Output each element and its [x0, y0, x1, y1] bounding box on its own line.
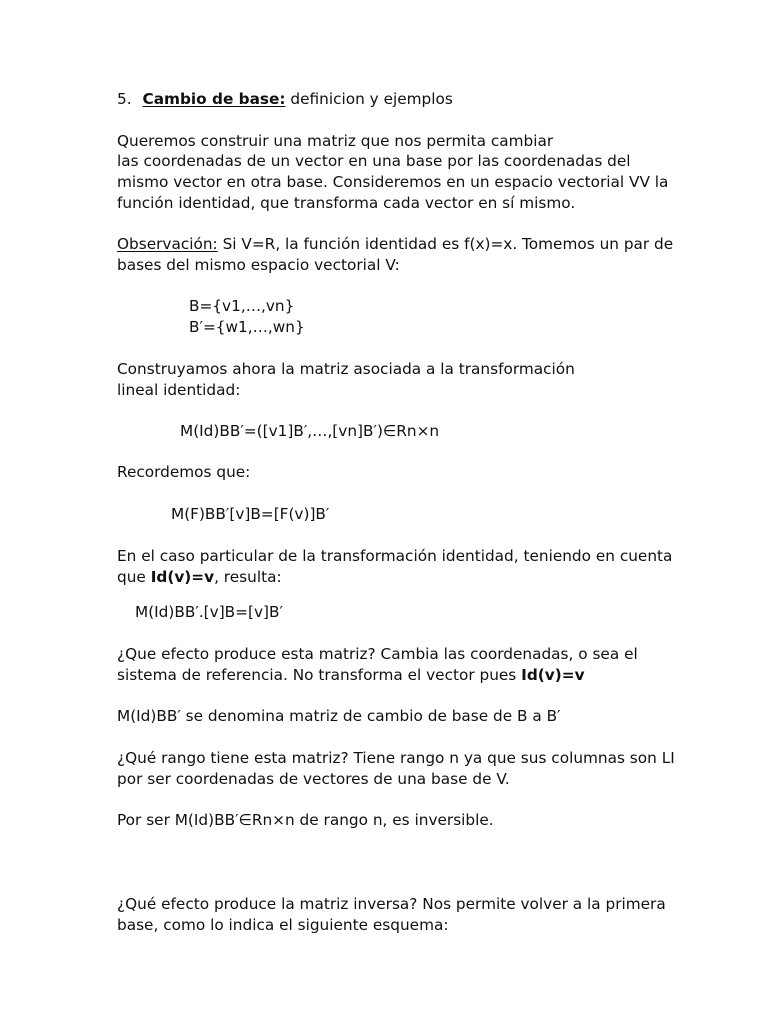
rank-line-2: por ser coordenadas de vectores de una base de V.	[117, 770, 510, 788]
construction-line-2: lineal identidad:	[117, 381, 241, 399]
effect-line-2	[117, 665, 585, 686]
formula-recall: M(F)BB′[v]B=[F(v)]B′	[171, 505, 330, 523]
section-number: 5.	[117, 90, 132, 108]
observation-text: Si V=R, la función identidad es f(x)=x. Tomemos un par de	[217, 235, 674, 253]
observation-line-2: bases del mismo espacio vectorial V:	[117, 256, 400, 274]
intro-line-1: Queremos construir una matriz que nos permita cambiar	[117, 132, 554, 150]
inverse-line-1: ¿Qué efecto produce la matriz inversa? Nos permite volver a la primera	[117, 895, 666, 913]
basis-b: B={v1,…,vn}	[189, 297, 295, 315]
particular-line-1: En el caso particular de la transformación identidad, teniendo en cuenta	[117, 547, 673, 565]
intro-line-3: mismo vector en otra base. Consideremos en un espacio vectorial VV la	[117, 173, 669, 191]
basis-b-prime: B′={w1,…,wn}	[189, 318, 305, 336]
identity-expression: Id(v)=v	[150, 568, 215, 586]
particular-line-2	[117, 567, 282, 588]
construction-line-1: Construyamos ahora la matriz asociada a la transformación	[117, 360, 575, 378]
invertible-line: Por ser M(Id)BB′∈Rn×n de rango n, es inversible.	[117, 811, 494, 829]
observation-label: Observación:	[117, 235, 218, 253]
identity-expression: Id(v)=v	[521, 666, 585, 684]
section-subtitle: definicion y ejemplos	[285, 90, 453, 108]
intro-line-2: las coordenadas de un vector en una base por las coordenadas del	[117, 152, 631, 170]
recall-label: Recordemos que:	[117, 463, 251, 481]
effect-prefix: sistema de referencia. No transforma el vector pues	[117, 666, 522, 684]
definition-line: M(Id)BB′ se denomina matriz de cambio de base de B a B′	[117, 707, 561, 725]
section-heading	[117, 89, 453, 110]
formula-change-matrix: M(Id)BB′=([v1]B′,…,[vn]B′)∈Rn×n	[180, 422, 440, 440]
rank-line-1: ¿Qué rango tiene esta matriz? Tiene rango n ya que sus columnas son LI	[117, 749, 675, 767]
inverse-line-2: base, como lo indica el siguiente esquema:	[117, 916, 449, 934]
particular-prefix: que	[117, 568, 151, 586]
formula-identity: M(Id)BB′.[v]B=[v]B′	[135, 603, 283, 621]
intro-line-4: función identidad, que transforma cada vector en sí mismo.	[117, 194, 576, 212]
effect-line-1: ¿Que efecto produce esta matriz? Cambia las coordenadas, o sea el	[117, 645, 638, 663]
particular-suffix: , resulta:	[214, 568, 282, 586]
section-title: Cambio de base:	[142, 90, 286, 108]
observation-line-1	[117, 234, 673, 255]
